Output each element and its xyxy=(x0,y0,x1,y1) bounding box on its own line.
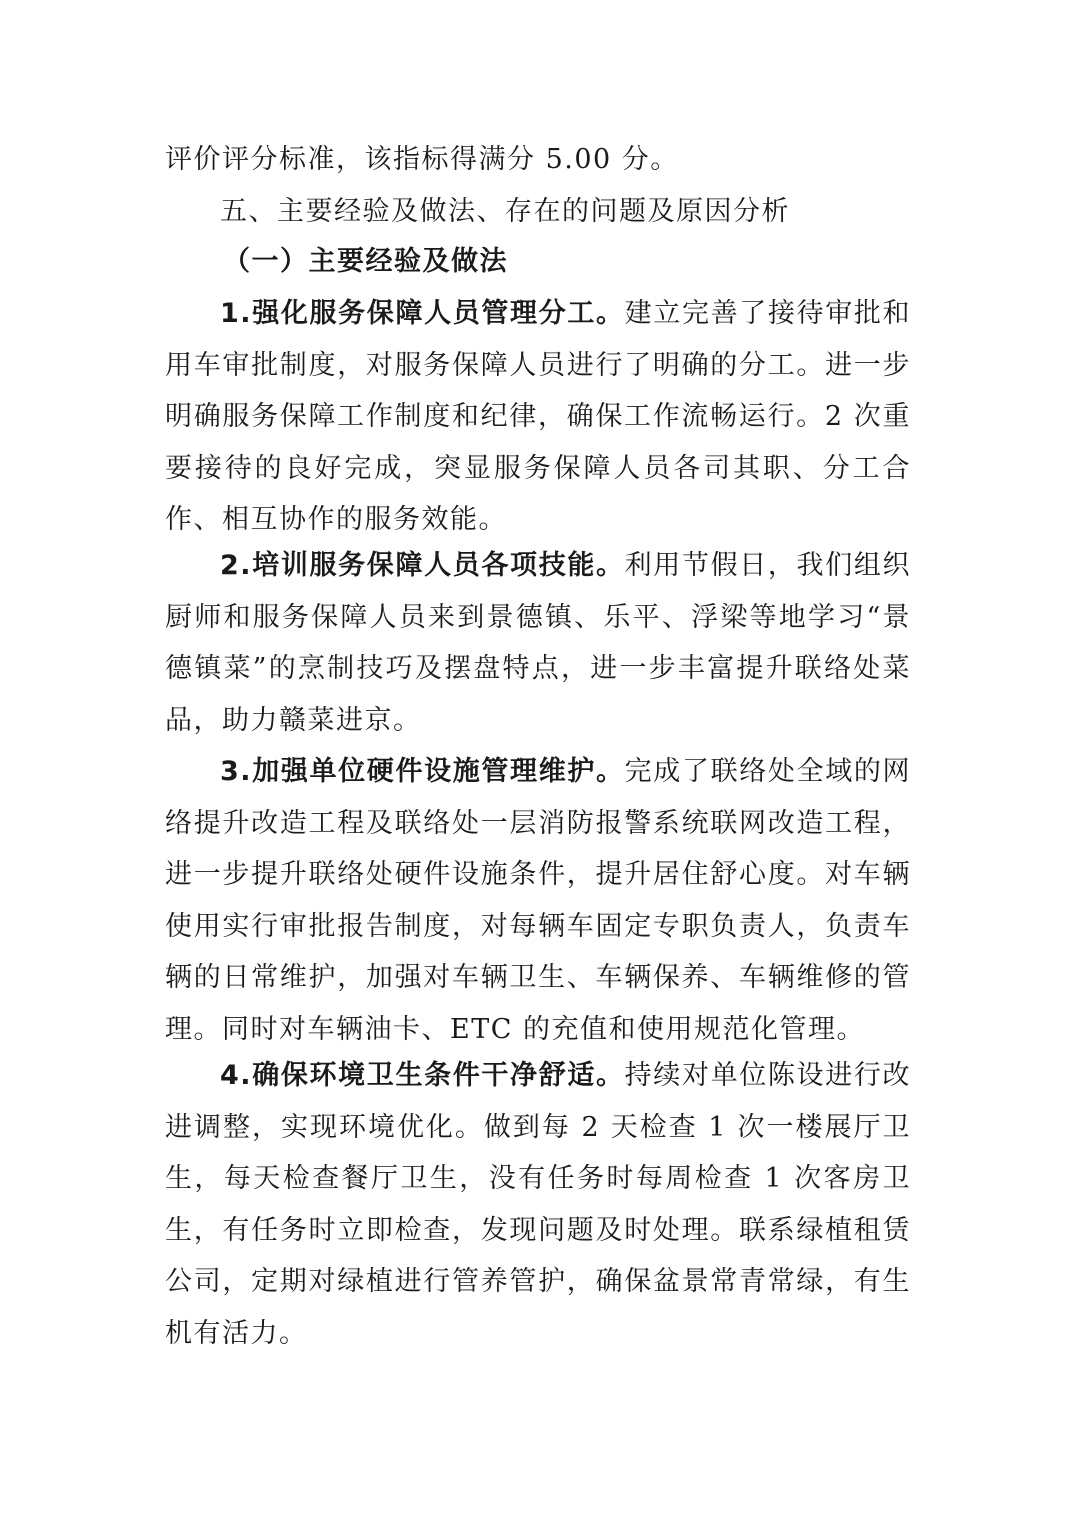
section-heading: 五、主要经验及做法、存在的问题及原因分析 xyxy=(220,196,790,227)
paragraph-lead: 2.培训服务保障人员各项技能。 xyxy=(220,550,625,581)
paragraph-body: 持续对单位陈设进行改进调整，实现环境优化。做到每 2 天检查 1 次一楼展厅卫生，每天检查餐厅卫生，没有任务时每周检查 1 次客房卫生，有任务时立即检查，发现问题及时处理。联系绿植租赁公司，定期对绿植进行管养管护，确保盆景常青常绿，有生机有活力。 xyxy=(165,1060,912,1349)
intro-line: 评价评分标准，该指标得满分 5.00 分。 xyxy=(165,144,679,175)
subsection-heading: （一）主要经验及做法 xyxy=(223,246,508,277)
paragraph-item-1 xyxy=(165,288,911,546)
paragraph-lead: 4.确保环境卫生条件干净舒适。 xyxy=(220,1060,625,1091)
paragraph-body: 完成了联络处全域的网络提升改造工程及联络处一层消防报警系统联网改造工程，进一步提升联络处硬件设施条件，提升居住舒心度。对车辆使用实行审批报告制度，对每辆车固定专职负责人，负责车辆的日常维护，加强对车辆卫生、车辆保养、车辆维修的管理。同时对车辆油卡、ETC 的充值和使用规范化管理。 xyxy=(165,756,912,1045)
paragraph-body: 建立完善了接待审批和用车审批制度，对服务保障人员进行了明确的分工。进一步明确服务保障工作制度和纪律，确保工作流畅运行。2 次重要接待的良好完成，突显服务保障人员各司其职、分工合作、相互协作的服务效能。 xyxy=(165,298,912,535)
paragraph-lead: 3.加强单位硬件设施管理维护。 xyxy=(220,756,625,787)
paragraph-item-3 xyxy=(165,746,911,1055)
paragraph-item-4 xyxy=(165,1050,911,1359)
paragraph-lead: 1.强化服务保障人员管理分工。 xyxy=(220,298,625,329)
paragraph-body: 利用节假日，我们组织厨师和服务保障人员来到景德镇、乐平、浮梁等地学习“景德镇菜”的烹制技巧及摆盘特点，进一步丰富提升联络处菜品，助力赣菜进京。 xyxy=(165,550,912,736)
paragraph-item-2 xyxy=(165,540,911,746)
